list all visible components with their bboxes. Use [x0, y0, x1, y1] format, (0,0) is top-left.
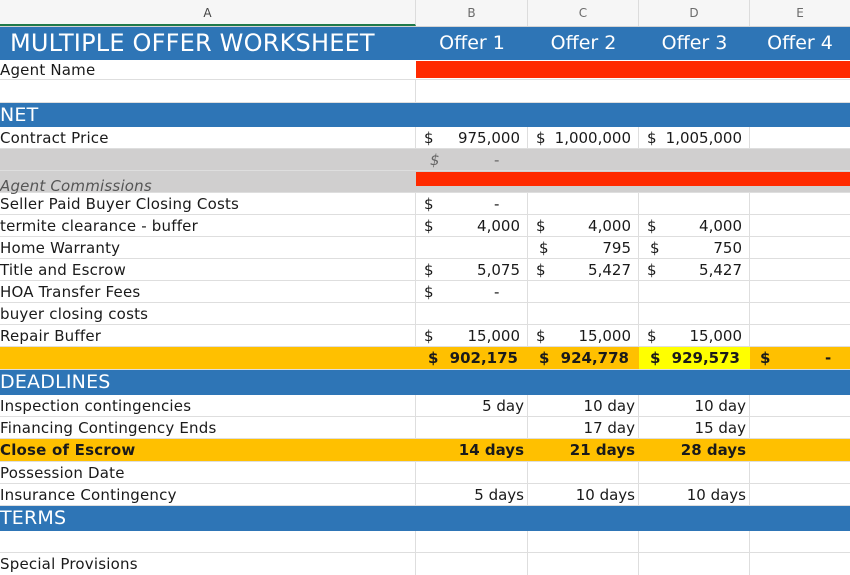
gray-dash[interactable]: -	[494, 150, 500, 169]
net-section-row	[0, 103, 850, 127]
insurance-offer-1[interactable]: 5 days	[474, 485, 524, 504]
termite-offer-1[interactable]: 4,000	[477, 216, 520, 235]
hoa-label[interactable]: HOA Transfer Fees	[0, 282, 141, 301]
cell-c	[528, 531, 639, 552]
currency-sign: $	[647, 326, 657, 345]
offer-2-header[interactable]: Offer 2	[550, 32, 617, 54]
special-provisions-label[interactable]: Special Provisions	[0, 555, 138, 573]
agent-commissions-label[interactable]: Agent Commissions	[0, 176, 152, 195]
termite-label[interactable]: termite clearance - buffer	[0, 216, 198, 235]
financing-offer-3[interactable]: 15 day	[694, 418, 746, 437]
close-escrow-offer-2[interactable]: 21 days	[569, 441, 635, 459]
title-escrow-row	[0, 259, 850, 281]
contract-price-label[interactable]: Contract Price	[0, 128, 109, 147]
contract-price-offer-3[interactable]: 1,005,000	[665, 128, 742, 147]
seller-paid-row	[0, 193, 850, 215]
insurance-offer-2[interactable]: 10 days	[575, 485, 635, 504]
net-section-label[interactable]: NET	[0, 103, 39, 126]
deadlines-section-row	[0, 370, 850, 395]
financing-label[interactable]: Financing Contingency Ends	[0, 418, 217, 437]
inspection-offer-2[interactable]: 10 day	[583, 396, 635, 415]
currency-sign: $	[428, 349, 439, 367]
currency-sign: $	[536, 260, 546, 279]
home-warranty-offer-2[interactable]: 795	[602, 238, 631, 257]
agent-name-label[interactable]: Agent Name	[0, 60, 96, 79]
agent-commissions-red-bar	[416, 172, 850, 186]
currency-sign: $	[647, 216, 657, 235]
home-warranty-row	[0, 237, 850, 259]
currency-sign: $	[424, 260, 434, 279]
column-header-bar	[0, 0, 850, 27]
cell-d	[639, 531, 750, 552]
cell-b	[416, 553, 528, 575]
cell-b	[416, 531, 528, 552]
offer-1-header[interactable]: Offer 1	[439, 32, 505, 54]
seller-paid-offer-1[interactable]: -	[494, 194, 500, 213]
currency-sign: $	[536, 326, 546, 345]
termite-row	[0, 215, 850, 237]
currency-sign: $	[647, 128, 657, 147]
title-row	[0, 27, 850, 60]
buyer-closing-label[interactable]: buyer closing costs	[0, 304, 149, 323]
net-total-offer-3[interactable]: 929,573	[671, 349, 740, 367]
insurance-label[interactable]: Insurance Contingency	[0, 485, 177, 504]
cell-d	[639, 303, 750, 324]
empty-row	[0, 80, 850, 103]
currency-sign: $	[539, 349, 550, 367]
possession-row	[0, 462, 850, 484]
net-total-row	[0, 347, 850, 370]
termite-offer-2[interactable]: 4,000	[588, 216, 631, 235]
currency-sign: $	[424, 282, 434, 301]
cell-a	[0, 531, 416, 552]
gray-currency-sign: $	[430, 150, 440, 169]
cell-b	[416, 237, 528, 258]
title-escrow-offer-3[interactable]: 5,427	[699, 260, 742, 279]
special-provisions-row	[0, 553, 850, 575]
contract-price-row	[0, 127, 850, 149]
currency-sign: $	[536, 128, 546, 147]
repair-buffer-label[interactable]: Repair Buffer	[0, 326, 102, 345]
empty-row-terms	[0, 531, 850, 553]
contract-price-offer-2[interactable]: 1,000,000	[554, 128, 631, 147]
financing-row	[0, 417, 850, 439]
net-total-offer-2[interactable]: 924,778	[560, 349, 629, 367]
cell-b	[416, 303, 528, 324]
possession-label[interactable]: Possession Date	[0, 463, 125, 482]
inspection-row	[0, 395, 850, 417]
net-total-offer-4[interactable]: -	[825, 349, 832, 367]
insurance-row	[0, 484, 850, 506]
hoa-offer-1[interactable]: -	[494, 282, 500, 301]
terms-section-row	[0, 506, 850, 531]
currency-sign: $	[424, 326, 434, 345]
buyer-closing-row	[0, 303, 850, 325]
cell-c	[528, 462, 639, 483]
inspection-label[interactable]: Inspection contingencies	[0, 396, 192, 415]
currency-sign: $	[424, 194, 434, 213]
close-escrow-label[interactable]: Close of Escrow	[0, 441, 136, 459]
close-escrow-offer-1[interactable]: 14 days	[458, 441, 524, 459]
terms-section-label[interactable]: TERMS	[0, 507, 67, 529]
inspection-offer-3[interactable]: 10 day	[694, 396, 746, 415]
termite-offer-3[interactable]: 4,000	[699, 216, 742, 235]
worksheet-title[interactable]: MULTIPLE OFFER WORKSHEET	[10, 29, 375, 57]
currency-sign: $	[650, 349, 661, 367]
currency-sign: $	[760, 349, 771, 367]
cell-b	[416, 417, 528, 438]
currency-sign: $	[424, 216, 434, 235]
column-header-c[interactable]: C	[528, 0, 639, 26]
home-warranty-label[interactable]: Home Warranty	[0, 238, 121, 257]
currency-sign: $	[424, 128, 434, 147]
column-header-a[interactable]: A	[0, 0, 416, 26]
repair-buffer-row	[0, 325, 850, 347]
cell-c	[528, 303, 639, 324]
cell-c	[528, 553, 639, 575]
close-escrow-row	[0, 439, 850, 462]
financing-offer-2[interactable]: 17 day	[583, 418, 635, 437]
hoa-row	[0, 281, 850, 303]
empty-cell[interactable]	[0, 80, 416, 102]
column-header-d[interactable]: D	[639, 0, 750, 26]
offer-3-header[interactable]: Offer 3	[661, 32, 728, 54]
cell-b	[416, 462, 528, 483]
cell-d	[639, 193, 750, 214]
gray-row	[0, 149, 850, 171]
repair-buffer-offer-1[interactable]: 15,000	[467, 326, 520, 345]
currency-sign: $	[650, 238, 660, 257]
offer-4-header[interactable]: Offer 4	[767, 32, 833, 54]
title-escrow-offer-1[interactable]: 5,075	[477, 260, 520, 279]
repair-buffer-offer-3[interactable]: 15,000	[689, 326, 742, 345]
currency-sign: $	[539, 238, 549, 257]
cell-c	[528, 281, 639, 302]
currency-sign: $	[536, 216, 546, 235]
column-header-b[interactable]: B	[416, 0, 528, 26]
insurance-offer-3[interactable]: 10 days	[686, 485, 746, 504]
contract-price-offer-1[interactable]: 975,000	[457, 128, 520, 147]
title-escrow-offer-2[interactable]: 5,427	[588, 260, 631, 279]
agent-name-red-bar	[416, 61, 850, 78]
column-header-e[interactable]: E	[796, 6, 804, 20]
net-total-offer-1[interactable]: 902,175	[449, 349, 518, 367]
seller-paid-label[interactable]: Seller Paid Buyer Closing Costs	[0, 194, 240, 213]
currency-sign: $	[647, 260, 657, 279]
home-warranty-offer-3[interactable]: 750	[713, 238, 742, 257]
inspection-offer-1[interactable]: 5 day	[482, 396, 524, 415]
cell-d	[639, 553, 750, 575]
deadlines-section-label[interactable]: DEADLINES	[0, 371, 111, 393]
title-escrow-label[interactable]: Title and Escrow	[0, 260, 126, 279]
cell-d	[639, 281, 750, 302]
cell-d	[639, 462, 750, 483]
close-escrow-offer-3[interactable]: 28 days	[680, 441, 746, 459]
cell-c	[528, 193, 639, 214]
repair-buffer-offer-2[interactable]: 15,000	[578, 326, 631, 345]
